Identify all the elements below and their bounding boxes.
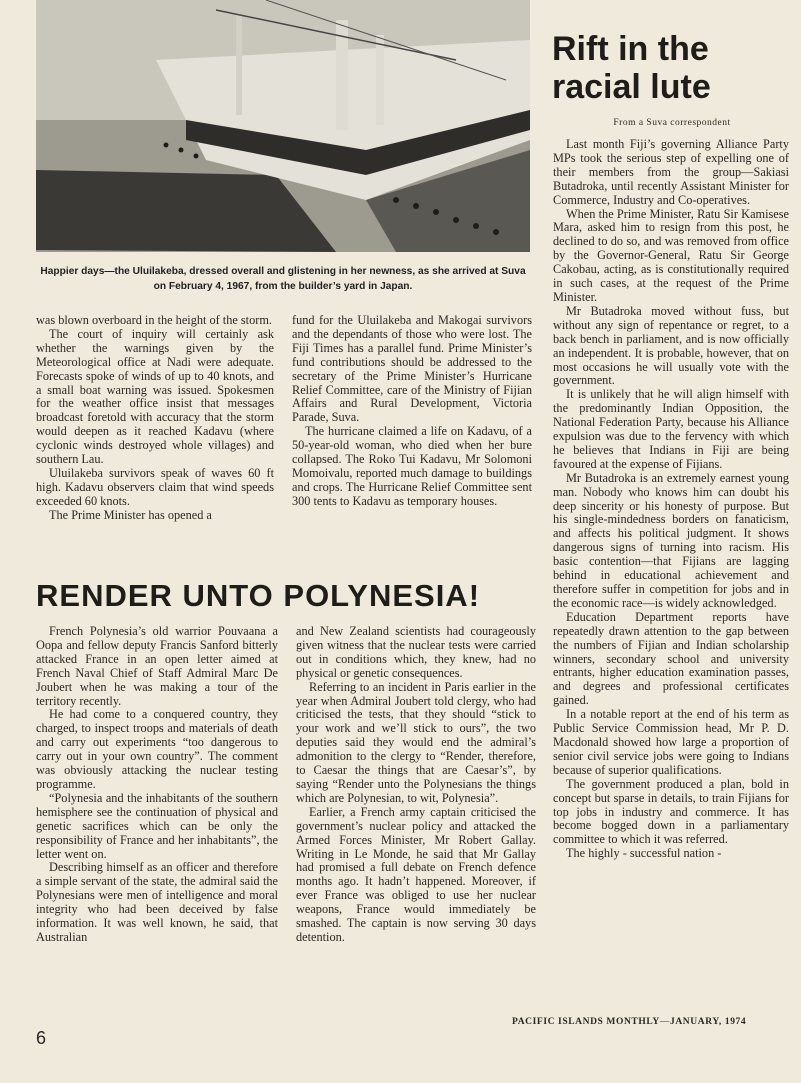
ship-photo [36, 0, 530, 252]
polynesia-article-column-1 [36, 625, 278, 945]
paragraph: and New Zealand scientists had courageously given witness that the nuclear tests were carried out in conditions which, they knew, had no physical or genetic consequences. [296, 624, 536, 680]
paragraph: He had come to a conquered country, they charged, to inspect troops and materials of death and carry out experiments “too dangerous to carry out in your own country”. The comment was obviously attacking the nuclear testing programme. [36, 707, 278, 791]
publication-name: PACIFIC ISLANDS MONTHLY [512, 1017, 660, 1027]
polynesia-headline: RENDER UNTO POLYNESIA! [36, 578, 481, 613]
issue-date: JANUARY, 1974 [670, 1017, 747, 1027]
paragraph: Describing himself as an officer and therefore a simple servant of the state, the admiral said the Polynesians were men of intelligence and moral integrity who had been deceived by false information. It was well known, he said, that Australian [36, 860, 278, 944]
ship-illustration [36, 0, 530, 252]
running-footer [512, 1017, 792, 1027]
paragraph: The highly - successful nation - [566, 846, 722, 861]
paragraph: “Polynesia and the inhabitants of the southern hemisphere see the continuation of physical and genetic sacrifices which can be only the responsibility of France and her inhabitants”, the letter went on. [36, 790, 278, 861]
paragraph: The hurricane claimed a life on Kadavu, of a 50-year-old woman, who died when her bure collapsed. The Roko Tui Kadavu, Mr Solomoni Momoivalu, reported much damage to buildings and crops. The Hurricane Relief Committee sent 300 tents to Kadavu as temporary houses. [292, 424, 532, 508]
rift-headline: Rift in the racial lute [552, 30, 711, 106]
paragraph: was blown overboard in the height of the storm. [36, 313, 272, 327]
page-number: 6 [36, 1028, 47, 1048]
paragraph: The government produced a plan, bold in concept but sparse in details, to train Fijians for top jobs in industry and commerce. It has become bogged down in a parliamentary committee to which it was referred. [553, 776, 789, 847]
photo-caption: Happier days—the Uluilakeba, dressed overall and glistening in her newness, as she arrived at Suva on February 4, 1967, from the builder’s yard in Japan. [40, 266, 526, 292]
paragraph: In a notable report at the end of his term as Public Service Commission head, Mr P. D. Macdonald showed how large a proportion of senior civil service jobs were going to Indians because of superior qualifications. [553, 707, 789, 777]
paragraph: The court of inquiry will certainly ask whether the warnings given by the Meteorological office at Nadi were adequate. Forecasts spoke of winds of up to 40 knots, and a small boat warning was issued. Spokesmen for the weather office insist that messages broadcast foretold with accuracy that the storm would deepen as it reached Kadavu (where cyclonic winds destroyed whole villages) and southern Lau. [36, 326, 274, 467]
paragraph: Uluilakeba survivors speak of waves 60 ft high. Kadavu observers claim that wind speeds exceeded 60 knots. [36, 465, 274, 508]
paragraph: Earlier, a French army captain criticised the government’s nuclear policy and attacked the Armed Forces Minister, Mr Robert Gallay. Writing in Le Monde, he said that Mr Gallay had promised a full debate on French defence months ago. It hadn’t happened. Moreover, if ever France was obliged to use her nuclear weapons, France would immediately be smashed. The captain is now serving 30 days detention. [296, 804, 536, 944]
paragraph: It is unlikely that he will align himself with the predominantly Indian Opposition, the National Federation Party, because his Alliance expulsion was due to the fervency with which he believes that Indians in Fiji are being favoured at the expense of Fijians. [553, 387, 789, 471]
paragraph: Last month Fiji’s governing Alliance Party MPs took the serious step of expelling one of their members from the group—Sakiasi Butadroka, until recently Assistant Minister for Commerce, Industry and Co-operatives. [553, 137, 789, 207]
rift-article-column [553, 138, 789, 861]
storm-article-column-1 [36, 314, 274, 523]
paragraph: The Prime Minister has opened a [49, 507, 212, 522]
storm-article-column-2 [292, 314, 532, 509]
paragraph: Mr Butadroka is an extremely earnest young man. Nobody who knows him can doubt his deep sincerity or his honesty of purpose. But his single-mindedness borders on fanaticism, and affects his political judgment. It shows dangerous signs of turning into racism. His basic contention—that Fijians are lagging behind in educational achievement and therefore suffer in competition for jobs and in the economic race—is widely acknowledged. [553, 470, 789, 610]
paragraph: Referring to an incident in Paris earlier in the year when Admiral Joubert told clergy, who had criticised the tests, that they should “stick to your work and we’ll stick to ours”, the two deputies said they would end the admiral’s admonition to the clergy to “Render, therefore, to Caesar the things that are Caesar’s”, by saying “Render unto the Polynesians the things which are Polynesian, to wit, Polynesia”. [296, 679, 536, 805]
paragraph: When the Prime Minister, Ratu Sir Kamisese Mara, asked him to resign from this post, he declined to do so, and was removed from office by the Governor-General, Ratu Sir George Cakobau, acting, as is constitutionally required in such cases, at the request of the Prime Minister. [553, 206, 789, 304]
paragraph: French Polynesia’s old warrior Pouvaana a Oopa and fellow deputy Francis Sanford bitterly attacked France in an open letter aimed at French Naval Chief of Staff Admiral Marc De Joubert when he was making a tour of the territory recently. [36, 624, 278, 708]
byline: From a Suva correspondent [613, 118, 731, 128]
paragraph: fund for the Uluilakeba and Makogai survivors and the dependants of those who were lost. The Fiji Times has a parallel fund. Prime Minister’s fund contributions should be addressed to the secretary of the Prime Minister’s Hurricane Relief Committee, care of the Ministry of Fijian Affairs and Rural Development, Victoria Parade, Suva. [292, 313, 532, 425]
paragraph: Education Department reports have repeatedly drawn attention to the gap between the numbers of Fijian and Indian scholarship winners, secondary school and university entrants, higher education examination passes, and degrees and professional certificates gained. [553, 609, 789, 708]
paragraph: Mr Butadroka moved without fuss, but without any sign of repentance or regret, to a back bench in parliament, and is now officially an independent. It is probable, however, that on most occasions he will usually vote with the government. [553, 303, 789, 388]
footer-separator: — [659, 1017, 670, 1027]
polynesia-article-column-2 [296, 625, 536, 945]
